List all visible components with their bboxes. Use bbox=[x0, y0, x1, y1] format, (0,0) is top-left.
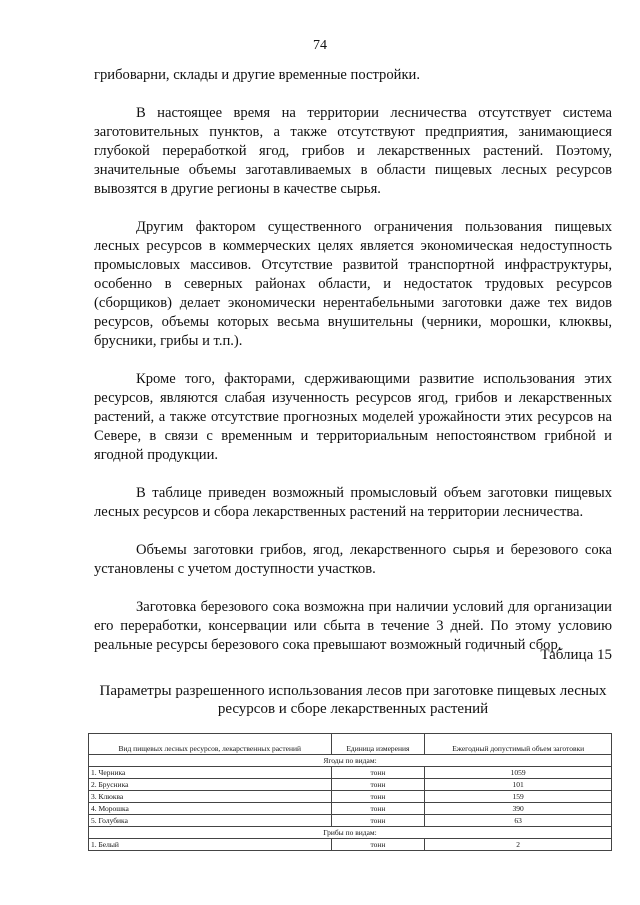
cell-volume: 101 bbox=[425, 779, 612, 791]
cell-resource: 5. Голубика bbox=[89, 815, 332, 827]
group-title: Грибы по видам: bbox=[89, 827, 612, 839]
header-unit: Единица измерения bbox=[331, 734, 425, 755]
paragraph: Другим фактором существенного ограничения пользования пищевых лесных ресурсов в коммерческих целях является экономическая недоступность промысловых массивов. Отсутствие развитой транспортной инфраструктуры, особенно в северных районах области, и недостаток трудовых ресурсов (сборщиков) делает экономически нерентабельными заготовки даже тех видов ресурсов, объемы которых весьма внушительны (черники, морошки, клюквы, брусники, грибы и т.п.). bbox=[94, 219, 612, 349]
resources-table bbox=[88, 733, 612, 851]
cell-resource: 3. Клюква bbox=[89, 791, 332, 803]
cell-volume: 159 bbox=[425, 791, 612, 803]
table-title: Параметры разрешенного использования лесов при заготовке пищевых лесных ресурсов и сборе лекарственных растений bbox=[99, 683, 607, 717]
cell-unit: тонн bbox=[331, 839, 425, 851]
table-group-row bbox=[89, 827, 612, 839]
table-row bbox=[89, 839, 612, 851]
cell-volume: 2 bbox=[425, 839, 612, 851]
header-resource-type: Вид пищевых лесных ресурсов, лекарственных растений bbox=[89, 734, 332, 755]
cell-volume: 1059 bbox=[425, 767, 612, 779]
cell-unit: тонн bbox=[331, 779, 425, 791]
paragraph: грибоварни, склады и другие временные постройки. bbox=[94, 67, 421, 83]
group-title: Ягоды по видам: bbox=[89, 755, 612, 767]
cell-resource: 4. Морошка bbox=[89, 803, 332, 815]
paragraph: В настоящее время на территории лесничества отсутствует система заготовительных пунктов, а также отсутствуют предприятия, занимающиеся глубокой переработкой ягод, грибов и лекарственных растений. Поэтому, значительные объемы заготавливаемых в области пищевых лесных ресурсов вывозятся в другие регионы в качестве сырья. bbox=[94, 105, 612, 197]
table-row bbox=[89, 803, 612, 815]
header-annual-volume: Ежегодный допустимый объем заготовки bbox=[425, 734, 612, 755]
cell-unit: тонн bbox=[331, 815, 425, 827]
paragraph: Заготовка березового сока возможна при наличии условий для организации его переработки, консервации или сбыта в течение 3 дней. По этому условию реальные ресурсы березового сока превышают возможный годичный сбор. bbox=[94, 599, 612, 653]
table-row bbox=[89, 791, 612, 803]
paragraph: Объемы заготовки грибов, ягод, лекарственного сырья и березового сока установлены с учетом доступности участков. bbox=[94, 542, 612, 577]
cell-volume: 390 bbox=[425, 803, 612, 815]
paragraph: В таблице приведен возможный промысловый объем заготовки пищевых лесных ресурсов и сбора лекарственных растений на территории лесничества. bbox=[94, 485, 612, 520]
cell-unit: тонн bbox=[331, 791, 425, 803]
table-label: Таблица 15 bbox=[540, 647, 612, 663]
paragraph: Кроме того, факторами, сдерживающими развитие использования этих ресурсов, являются слабая изученность ресурсов ягод, грибов и лекарственных растений, а также отсутствие прогнозных моделей урожайности этих ресурсов на Севере, в связи с временным и территориальным непостоянством грибной и ягодной продукции. bbox=[94, 371, 612, 463]
cell-resource: 1. Белый bbox=[89, 839, 332, 851]
cell-unit: тонн bbox=[331, 767, 425, 779]
cell-unit: тонн bbox=[331, 803, 425, 815]
table-row bbox=[89, 779, 612, 791]
page-number: 74 bbox=[313, 38, 327, 53]
table-row bbox=[89, 815, 612, 827]
table-header-row bbox=[89, 734, 612, 755]
cell-resource: 2. Брусника bbox=[89, 779, 332, 791]
cell-volume: 63 bbox=[425, 815, 612, 827]
cell-resource: 1. Черника bbox=[89, 767, 332, 779]
table-row bbox=[89, 767, 612, 779]
table-group-row bbox=[89, 755, 612, 767]
body-text bbox=[94, 66, 612, 674]
